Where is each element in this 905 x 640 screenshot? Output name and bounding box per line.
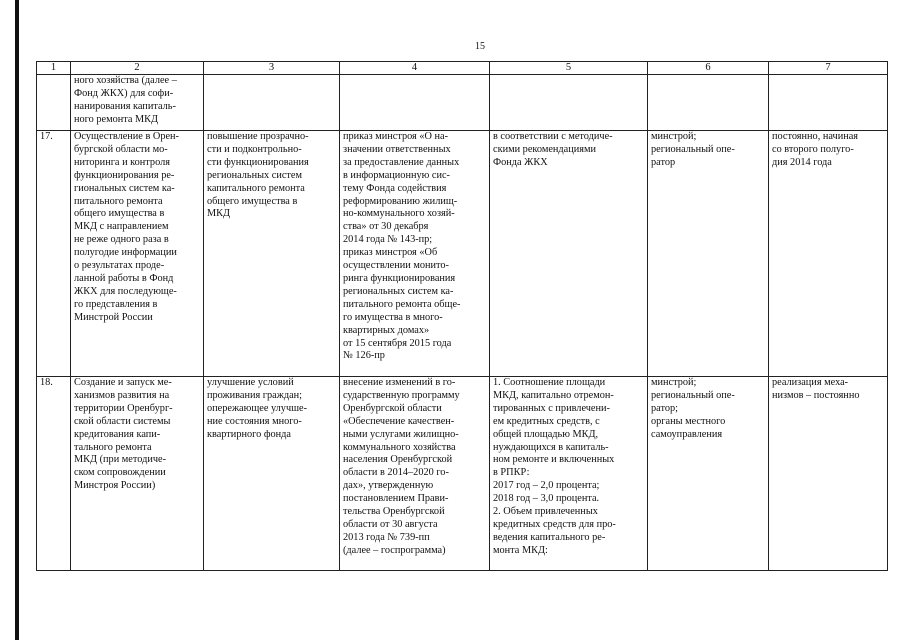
header-row	[37, 62, 888, 75]
indicator-cell	[490, 75, 648, 131]
row-number: 17.	[37, 131, 71, 377]
goal-cell	[204, 75, 340, 131]
page-number: 15	[475, 41, 485, 52]
header-cell: 4	[340, 62, 490, 75]
header-cell: 3	[204, 62, 340, 75]
measure-cell: ного хозяйства (далее – Фонд ЖКХ) для софи- нанирования капиталь- ного ремонта МКД	[71, 75, 204, 131]
executor-cell	[648, 75, 769, 131]
deadline-cell: постоянно, начиная со второго полуго- дия 2014 года	[769, 131, 888, 377]
document-cell: внесение изменений в го- сударственную программу Оренбургской области «Обеспечение качествен- ными услугами жилищно- коммунального хозяйства населения Оренбургской области в 2014–2020 го- дах», утвержденную постановлением Прави- тельства Оренбургской области от 30 августа 2013 года № 739-пп (далее – госпрограмма)	[340, 377, 490, 571]
deadline-cell	[769, 75, 888, 131]
measure-cell: Осуществление в Орен- бургской области мо- ниторинга и контроля функционирования ре- гиональных систем ка- питального ремонта общего имущества в МКД с направлением не реже одного раза в полугодие информации о результатах проде- ланной работы в Фонд ЖКХ для последующе- го представления в Минстрой России	[71, 131, 204, 377]
document-cell: приказ минстроя «О на- значении ответственных за предоставление данных в информационную сис- тему Фонда содействия реформированию жилищ- но-коммунального хозяй- ства» от 30 декабря 2014 года № 143-пр; приказ минстроя «Об осуществлении монито- ринга функционирования региональных систем ка- питального ремонта обще- го имущества в много- квартирных домах» от 15 сентября 2015 года № 126-пр	[340, 131, 490, 377]
indicator-cell: в соответствии с методиче- скими рекомендациями Фонда ЖКХ	[490, 131, 648, 377]
header-cell: 2	[71, 62, 204, 75]
executor-cell: минстрой; региональный опе- ратор	[648, 131, 769, 377]
row-number	[37, 75, 71, 131]
header-cell: 7	[769, 62, 888, 75]
document-cell	[340, 75, 490, 131]
header-cell: 5	[490, 62, 648, 75]
binding-edge-line	[15, 0, 19, 640]
table-row	[37, 75, 888, 131]
goal-cell: улучшение условий проживания граждан; опережающее улучше- ние состояния много- квартирного фонда	[204, 377, 340, 571]
header-cell: 6	[648, 62, 769, 75]
indicator-cell: 1. Соотношение площади МКД, капитально отремон- тированных с привлечени- ем кредитных средств, с общей площадью МКД, нуждающихся в капиталь- ном ремонте и включенных в РПКР: 2017 год – 2,0 процента; 2018 год – 3,0 процента. 2. Объем привлеченных кредитных средств для про- ведения капитального ре- монта МКД:	[490, 377, 648, 571]
table-row	[37, 377, 888, 571]
row-number: 18.	[37, 377, 71, 571]
executor-cell: минстрой; региональный опе- ратор; органы местного самоуправления	[648, 377, 769, 571]
header-cell: 1	[37, 62, 71, 75]
goal-cell: повышение прозрачно- сти и подконтрольно- сти функционирования региональных систем капитального ремонта общего имущества в МКД	[204, 131, 340, 377]
deadline-cell: реализация меха- низмов – постоянно	[769, 377, 888, 571]
measures-table	[36, 61, 888, 571]
measure-cell: Создание и запуск ме- ханизмов развития на территории Оренбург- ской области системы кредитования капи- тального ремонта МКД (при методиче- ском сопровождении Минстроя России)	[71, 377, 204, 571]
table-row	[37, 131, 888, 377]
